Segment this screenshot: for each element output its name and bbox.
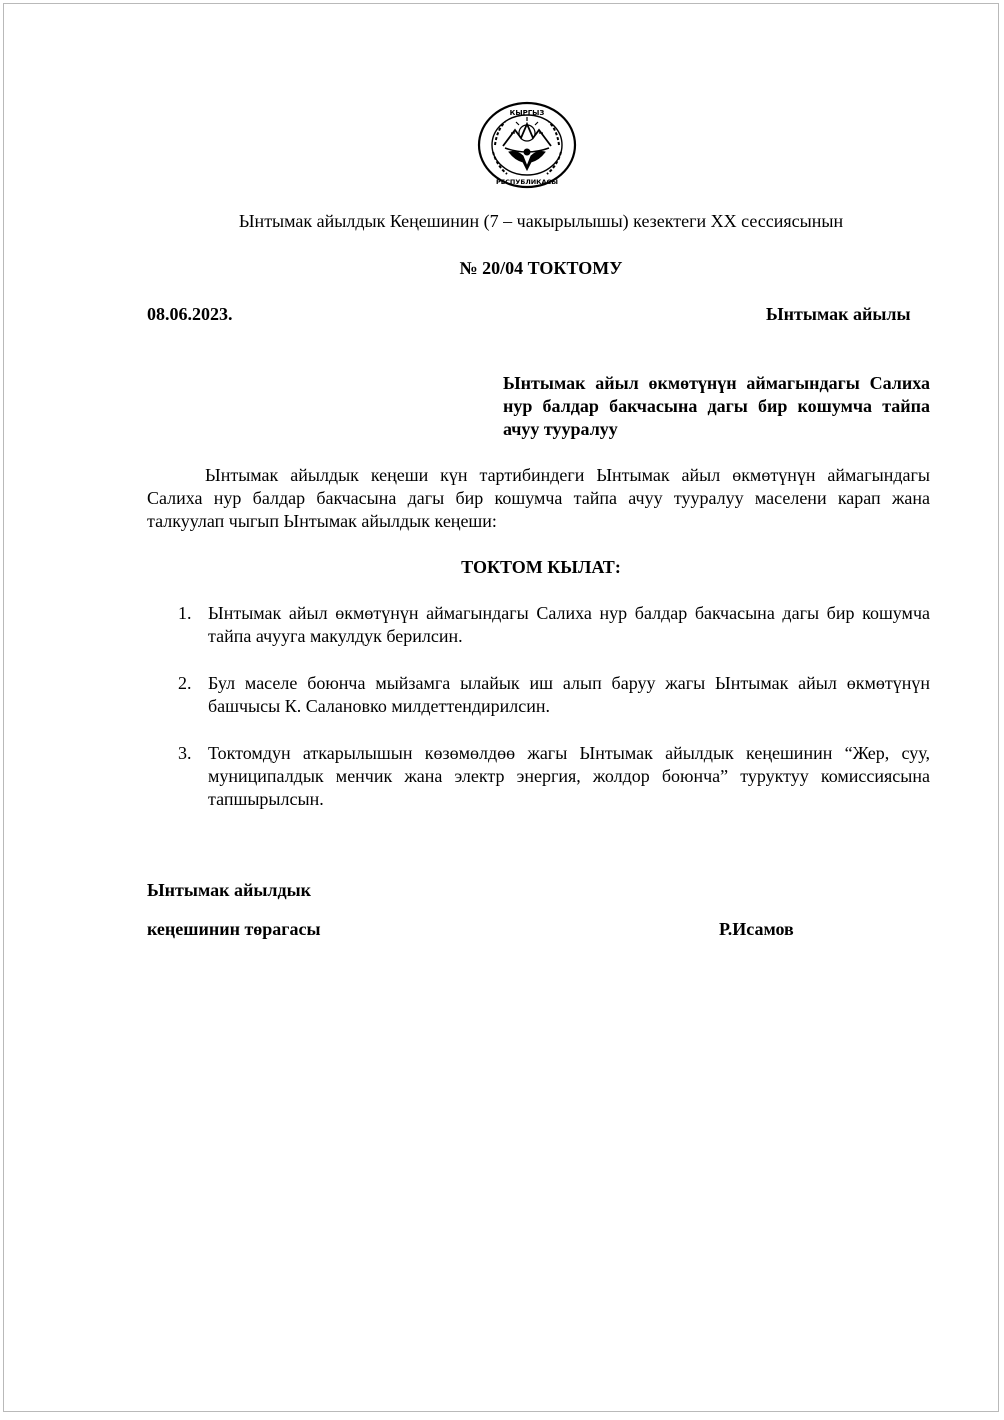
kyrgyz-state-emblem-icon	[475, 100, 579, 190]
list-item	[147, 672, 930, 718]
emblem-top-text: КЫРГЫЗ	[509, 109, 545, 117]
preamble-paragraph: Ынтымак айылдык кеңеши күн тартибиндеги Ынтымак айыл өкмөтүнүн аймагындагы Салиха нур балдар бакчасына дагы бир кошумча тайпа ачуу тууралуу маселени карап жана талкуулап чыгып Ынтымак айылдык кеңеши:	[147, 465, 930, 531]
list-item-number: 3.	[178, 743, 192, 763]
list-item-number: 2.	[178, 673, 192, 693]
signatory-title-line2: кеңешинин төрагасы	[147, 919, 321, 939]
list-item-text: Ынтымак айыл өкмөтүнүн аймагындагы Салиха нур балдар бакчасына дагы бир кошумча тайпа ачууга макулдук берилсин.	[208, 603, 930, 646]
emblem-bottom-text: РЕСПУБЛИКАСЫ	[495, 178, 559, 186]
list-item-text: Токтомдун аткарылышын көзөмөлдөө жагы Ынтымак айылдык кеңешинин “Жер, суу, муниципалдык менчик жана электр энергия, жолдор боюнча” туруктуу комиссиясына тапшырылсын.	[208, 743, 930, 809]
session-line: Ынтымак айылдык Кеңешинин (7 – чакырылышы) кезектеги XX сессиясынын	[238, 211, 844, 231]
signatory-title-line1: Ынтымак айылдык	[147, 880, 312, 900]
resolution-items	[147, 602, 930, 835]
list-item-number: 1.	[178, 603, 192, 623]
list-item-text: Бул маселе боюнча мыйзамга ылайык иш алып баруу жагы Ынтымак айыл өкмөтүнүн башчысы К. Салановко милдеттендирилсин.	[208, 673, 930, 716]
document-page	[3, 3, 999, 1412]
list-item	[147, 742, 930, 811]
resolves-heading: ТОКТОМ КЫЛАТ:	[461, 557, 621, 577]
list-item	[147, 602, 930, 648]
document-date: 08.06.2023.	[147, 304, 233, 324]
document-title: № 20/04 ТОКТОМУ	[459, 258, 623, 278]
signatory-name: Р.Исамов	[719, 919, 794, 939]
document-place: Ынтымак айылы	[766, 304, 911, 324]
resolution-subject: Ынтымак айыл өкмөтүнүн аймагындагы Салиха нур балдар бакчасына дагы бир кошумча тайпа ачуу тууралуу	[503, 373, 930, 439]
